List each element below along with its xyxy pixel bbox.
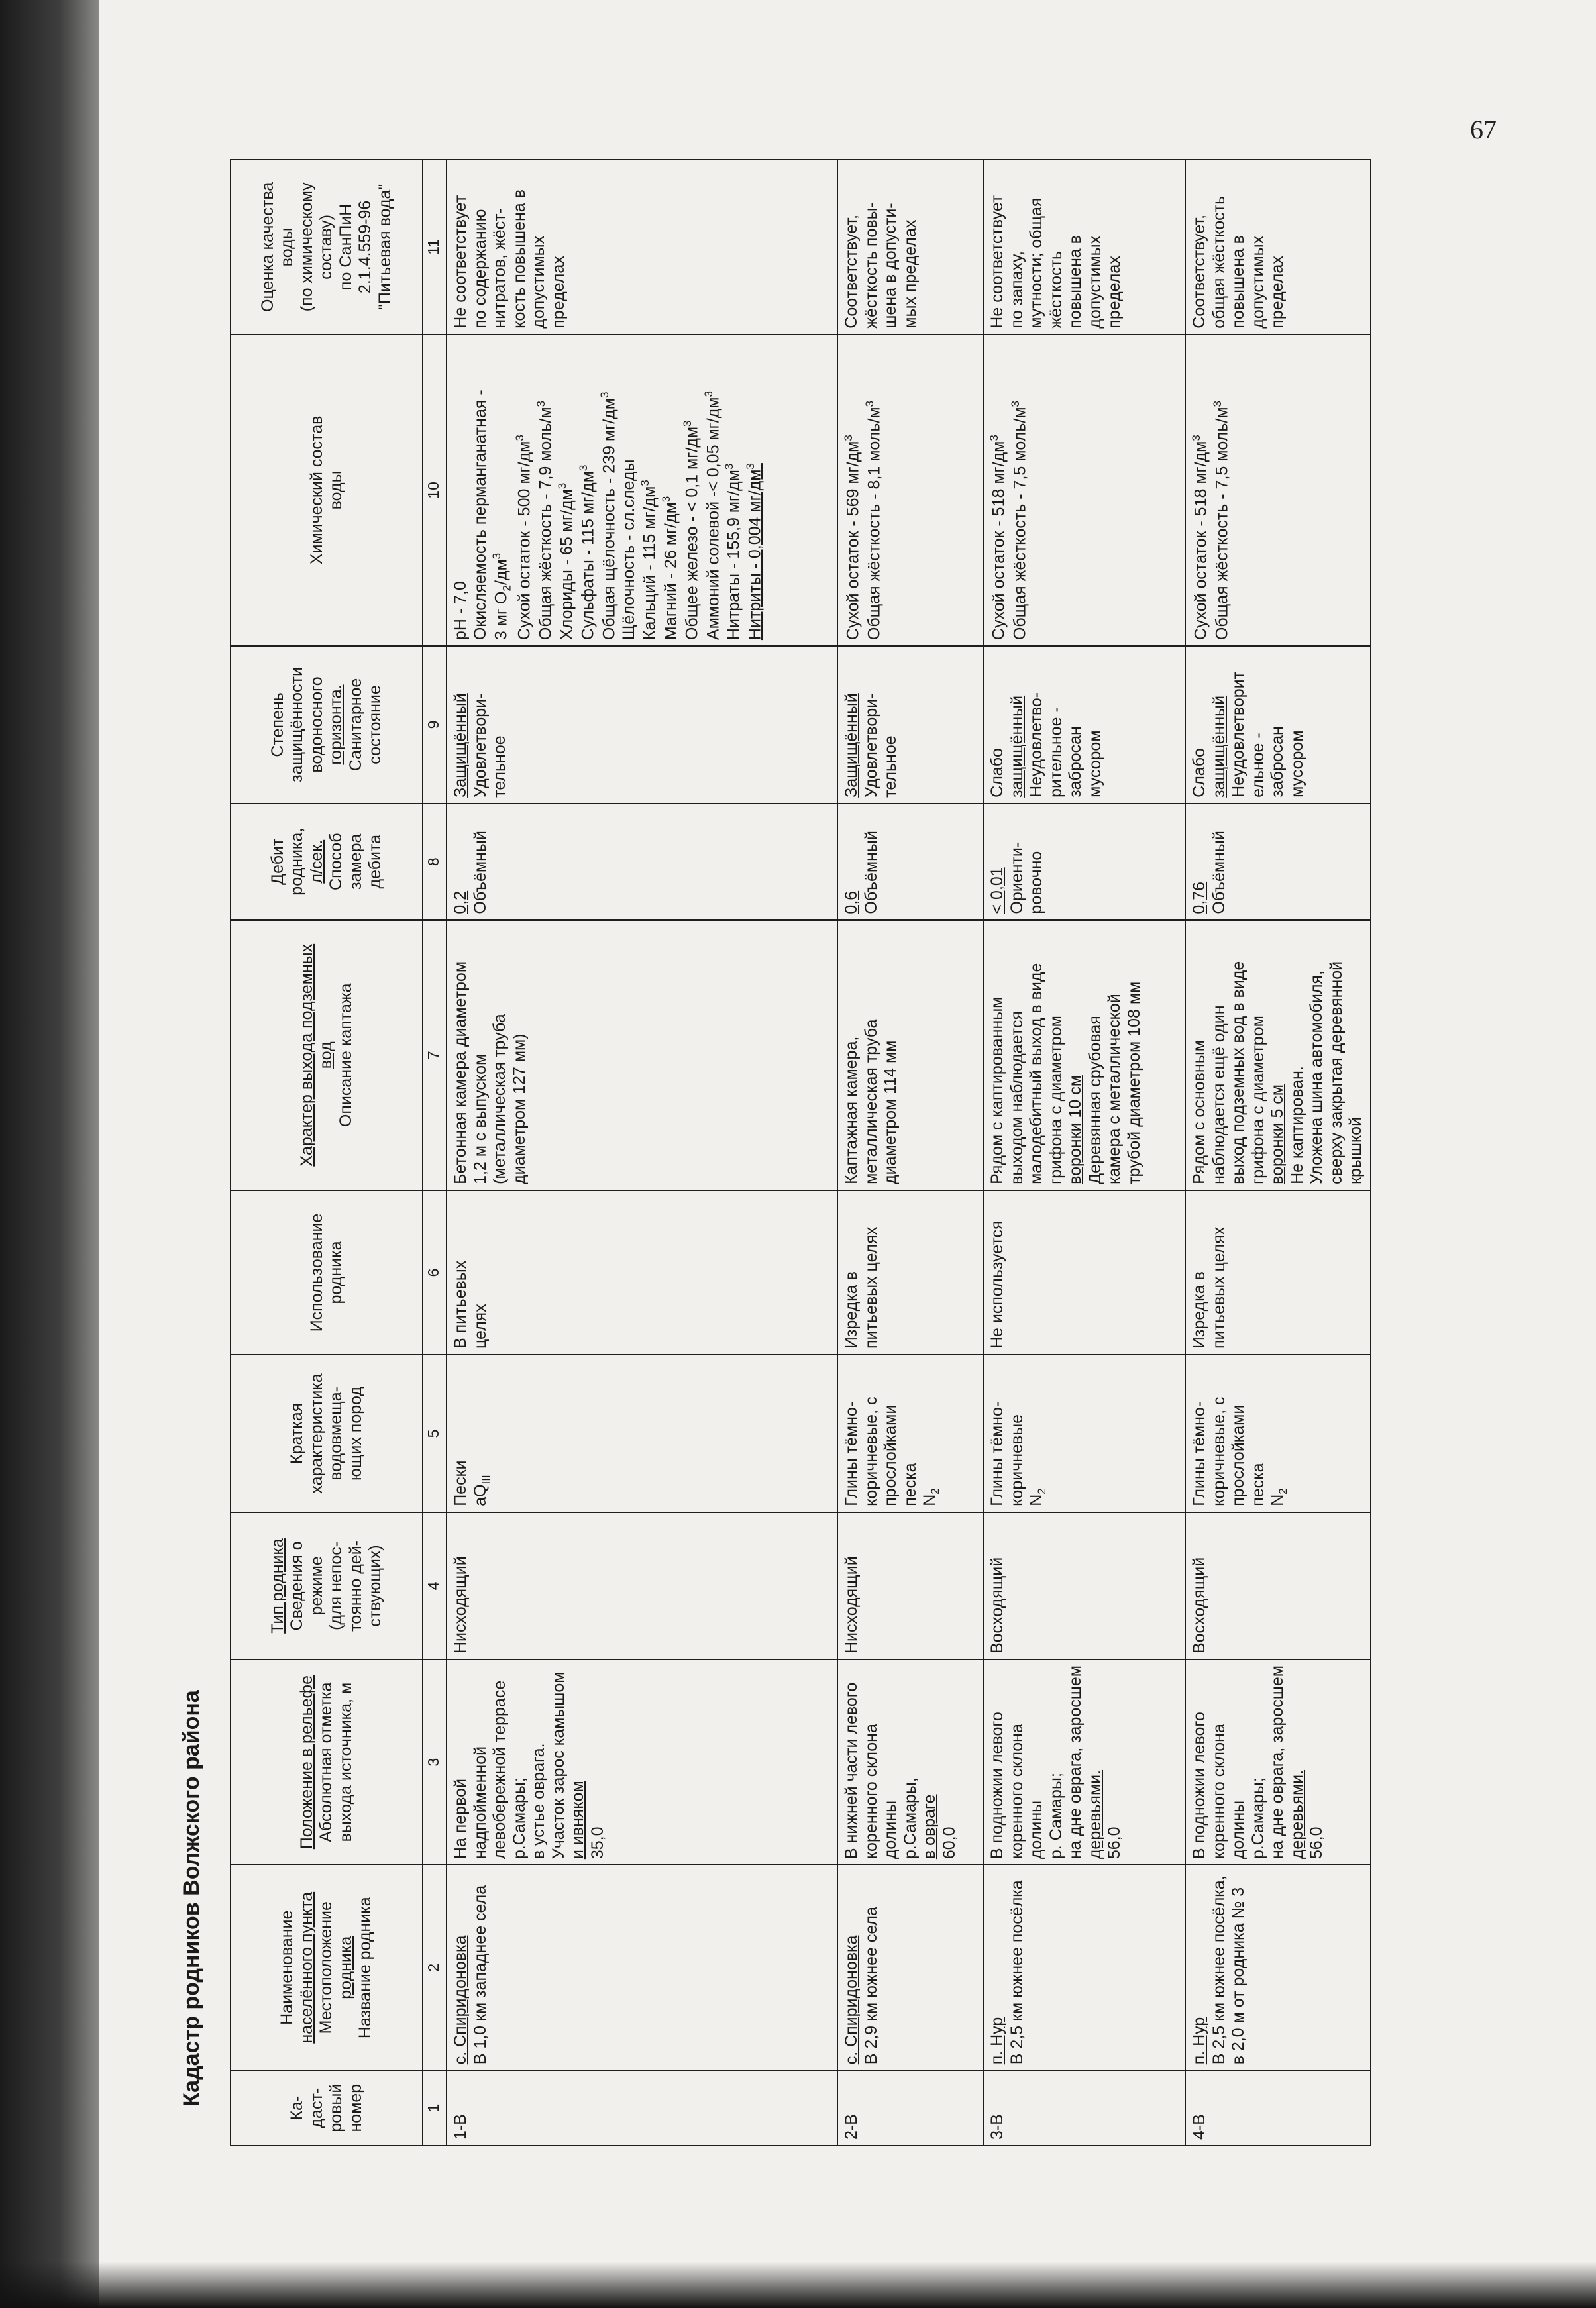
column-number-row <box>423 160 447 2146</box>
settlement-cell: с. Спиридоновка В 1,0 км западнее села <box>447 1865 837 2070</box>
page-number: 67 <box>1470 115 1497 144</box>
spring-cadastre-table-wrapper <box>230 159 1369 2146</box>
spring-type-cell: Восходящий <box>1185 1512 1371 1659</box>
header-quality-assessment: Оценка качества воды (по химическому составу) по СанПиН 2.1.4.559-96 "Питьевая вода" <box>231 160 423 335</box>
usage-cell: Изредка в питьевых целях <box>837 1190 983 1355</box>
debit-cell: < 0,01 Ориенти- ровочно <box>983 804 1185 920</box>
rock-cell: Пески $aQ_{III}$ <box>447 1355 837 1512</box>
column-number: 4 <box>423 1512 447 1659</box>
capture-cell: Бетонная камера диаметром 1,2 м с выпуском (металлическая труба диаметром 127 мм) <box>447 920 837 1190</box>
relief-cell: В нижней части левого коренного склона долины р.Самары, в овраге 60,0 <box>837 1659 983 1865</box>
column-number: 11 <box>423 160 447 335</box>
quality-cell: Соответствует, общая жёсткость повышена в допустимых пределах <box>1185 160 1371 335</box>
usage-cell: Изредка в питьевых целях <box>1185 1190 1371 1355</box>
column-number: 6 <box>423 1190 447 1355</box>
rock-cell: Глины тёмно-коричневые, с прослойками песка $N_2$ <box>1185 1355 1371 1512</box>
book-spine <box>0 0 99 2308</box>
header-settlement: Наименование населённого пункта Местоположение родника Название родника <box>231 1865 423 2070</box>
column-number: 2 <box>423 1865 447 2070</box>
header-spring-type: Тип родника Сведения о режиме (для непос- тоянно дей- ствующих) <box>231 1512 423 1659</box>
column-number: 3 <box>423 1659 447 1865</box>
spring-type-cell: Восходящий <box>983 1512 1185 1659</box>
relief-cell: В подножии левого коренного склона долины р. Самары; на дне оврага, заросшем деревьями. 56,0 <box>983 1659 1185 1865</box>
usage-cell: Не используется <box>983 1190 1185 1355</box>
table-row <box>1185 160 1371 2146</box>
spring-type-cell: Нисходящий <box>447 1512 837 1659</box>
spring-type-cell: Нисходящий <box>837 1512 983 1659</box>
header-cadastral-number: Ка- даст- ровый номер <box>231 2070 423 2146</box>
settlement-cell: с. Спиридоновка В 2,9 км южнее села <box>837 1865 983 2070</box>
rock-cell: Глины тёмно-коричневые, с прослойками песка $N_2$ <box>837 1355 983 1512</box>
table-row <box>983 160 1185 2146</box>
column-number: 9 <box>423 646 447 804</box>
settlement-cell: п. Нур В 2,5 км южнее посёлка <box>983 1865 1185 2070</box>
capture-cell: Рядом с основным наблюдается ещё один выход подземных вод в виде грифона с диаметром воронки 5 см Не каптирован. Уложена шина автомобиля, сверху закрытая деревянной крышкой <box>1185 920 1371 1190</box>
protection-cell: Слабо защищённый Неудовлетво- рительное - забросан мусором <box>983 646 1185 804</box>
cadastral-number: 3-В <box>983 2070 1185 2146</box>
cadastral-number: 1-В <box>447 2070 837 2146</box>
table-row <box>837 160 983 2146</box>
relief-cell: В подножии левого коренного склона долины р.Самары; на дне оврага, заросшем деревьями. 56,0 <box>1185 1659 1371 1865</box>
header-chemical-composition: Химический состав воды <box>231 335 423 646</box>
debit-cell: 0,76 Объёмный <box>1185 804 1371 920</box>
header-row <box>231 160 423 2146</box>
bottom-shadow <box>0 2262 1596 2308</box>
cadastral-number: 2-В <box>837 2070 983 2146</box>
header-outflow-character: Характер выхода подземных вод Описание каптажа <box>231 920 423 1190</box>
header-usage: Использование родника <box>231 1190 423 1355</box>
usage-cell: В питьевых целях <box>447 1190 837 1355</box>
column-number: 8 <box>423 804 447 920</box>
capture-cell: Каптажная камера, металлическая труба диаметром 114 мм <box>837 920 983 1190</box>
quality-cell: Соответствует, жёсткость повы- шена в допусти- мых пределах <box>837 160 983 335</box>
debit-cell: 0,6 Объёмный <box>837 804 983 920</box>
rock-cell: Глины тёмно-коричневые $N_2$ <box>983 1355 1185 1512</box>
quality-cell: Не соответствует по содержанию нитратов, жёст- кость повышена в допустимых пределах <box>447 160 837 335</box>
capture-cell: Рядом с каптированным выходом наблюдается малодебитный выход в виде грифона с диаметром воронки 10 см Деревянная срубовая камера с металлической трубой диаметром 108 мм <box>983 920 1185 1190</box>
spring-cadastre-table <box>230 159 1371 2146</box>
column-number: 10 <box>423 335 447 646</box>
cadastral-number: 4-В <box>1185 2070 1371 2146</box>
quality-cell: Не соответствует по запаху, мутности; общая жёсткость повышена в допустимых пределах <box>983 160 1185 335</box>
protection-cell: Защищённый Удовлетвори- тельное <box>837 646 983 804</box>
column-number: 7 <box>423 920 447 1190</box>
header-relief-position: Положение в рельефе Абсолютная отметка выхода источника, м <box>231 1659 423 1865</box>
column-number: 1 <box>423 2070 447 2146</box>
header-debit: Дебит родника, л/сек. Способ замера дебита <box>231 804 423 920</box>
table-row <box>447 160 837 2146</box>
protection-cell: Защищённый Удовлетвори- тельное <box>447 646 837 804</box>
chemistry-cell: Сухой остаток - 518 $мг/дм^3$ Общая жёсткость - 7,5 моль/$м^3$ <box>983 335 1185 646</box>
header-protection: Степень защищённости водоносного горизонта. Санитарное состояние <box>231 646 423 804</box>
chemistry-cell: Сухой остаток - 569 $мг/дм^3$ Общая жёсткость - 8,1 моль/$м^3$ <box>837 335 983 646</box>
protection-cell: Слабо защищённый Неудовлетворит ельное - забросан мусором <box>1185 646 1371 804</box>
column-number: 5 <box>423 1355 447 1512</box>
relief-cell: На первой надпойменной левобережной террасе р.Самары; в устье оврага. Участок зарос камышом и ивняком 35,0 <box>447 1659 837 1865</box>
settlement-cell: п. Нур В 2,5 км южнее посёлка, в 2,0 м от родника № 3 <box>1185 1865 1371 2070</box>
chemistry-cell: Сухой остаток - 518 $мг/дм^3$ Общая жёсткость - 7,5 моль/$м^3$ <box>1185 335 1371 646</box>
header-rock-characteristics: Краткая характеристика водовмеща- ющих пород <box>231 1355 423 1512</box>
page-title: Кадастр родников Волжского района <box>179 1690 204 2107</box>
chemistry-cell: рН - 7,0 Окисляемость перманганатная - 3 мг $O_2/дм^3$ Сухой остаток - 500 $мг/дм^3$ Общая жёсткость - 7,9 моль/$м^3$ Хлориды - 65 $мг/дм^3$ Сульфаты - 115 $мг/дм^3$ Общая щёлочность - 239 $мг/дм^3$ Щёлочность - сл.следы Кальций - 115 $мг/дм^3$ Магний - 26 $мг/дм^3$ Общее железо - < 0,1 $мг/дм^3$ Аммоний солевой -< 0,05 $мг/дм^3$ Нитраты - 155,9 $мг/дм^3$ Нитриты - 0,004 $мг/дм^3$ <box>447 335 837 646</box>
debit-cell: 0,2 Объёмный <box>447 804 837 920</box>
